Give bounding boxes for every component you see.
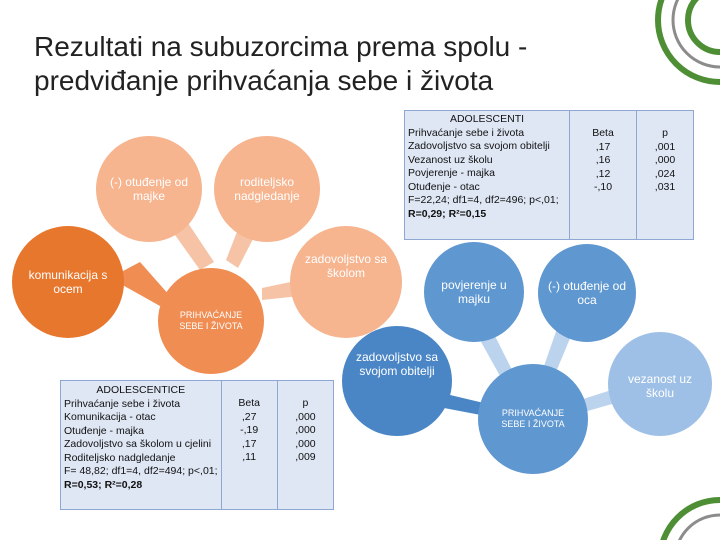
table-female-row-0: Prihvaćanje sebe i života [64, 397, 181, 410]
table-female-p-col: p ,000 ,000 ,000 ,009 [277, 381, 333, 509]
table-male-p-col: p ,001 ,000 ,024 ,031 [637, 111, 694, 239]
node-povjerenje-u-majku: povjerenje u majku [424, 242, 524, 342]
table-female-row-3: Zadovoljstvo sa školom u cjelini [64, 438, 212, 450]
table-male-row-3: Povjerenje - majka [408, 167, 495, 179]
table-female-labels [61, 381, 221, 509]
node-roditeljsko-nadgledanje: roditeljsko nadgledanje [214, 136, 320, 242]
node-female-center: PRIHVAĆANJE SEBE I ŽIVOTA [158, 268, 264, 374]
table-male-row-0: Prihvaćanje sebe i života [408, 126, 525, 139]
table-adolescenti [404, 110, 694, 240]
table-female-beta-col: Beta ,27 -,19 ,17 ,11 [221, 381, 277, 509]
title-line-1: Rezultati na subuzorcima prema spolu - [34, 31, 528, 62]
table-female-stats: F= 48,82; df1=4, df2=494; p<,01; [64, 465, 218, 477]
table-female-header: ADOLESCENTICE [96, 384, 186, 396]
table-male-labels [405, 111, 570, 239]
table-male-p-header: p [662, 127, 668, 139]
table-male-row-1: Zadovoljstvo sa svojom obitelji [408, 140, 550, 152]
node-otudenje-od-oca: (-) otuđenje od oca [538, 244, 636, 342]
table-adolescentice [60, 380, 334, 510]
table-male-beta-header: Beta [592, 127, 614, 139]
node-zadovoljstvo-sa-svojom-obitelji: zadovoljstvo sa svojom obitelji [342, 326, 452, 436]
table-female-r: R=0,53; R²=0,28 [64, 478, 143, 491]
node-vezanost-uz-skolu: vezanost uz školu [608, 332, 712, 436]
table-female-row-2: Otuđenje - majka [64, 424, 144, 437]
node-otudenje-od-majke: (-) otuđenje od majke [96, 136, 202, 242]
table-male-r: R=0,29; R²=0,15 [408, 207, 487, 220]
node-komunikacija-s-ocem: komunikacija s ocem [12, 226, 124, 338]
title-line-2: predviđanje prihvaćanja sebe i života [34, 65, 494, 96]
table-female-row-4: Roditeljsko nadgledanje [64, 451, 176, 464]
table-female-beta-header: Beta [238, 397, 260, 409]
table-male-row-2: Vezanost uz školu [408, 153, 493, 166]
node-zadovoljstvo-sa-skolom: zadovoljstvo sa školom [290, 226, 402, 338]
table-female-p-header: p [302, 397, 309, 409]
table-male-stats: F=22,24; df1=4, df2=496; p<,01; [408, 194, 559, 206]
table-male-header: ADOLESCENTI [449, 113, 525, 125]
table-male-beta-col: Beta ,17 ,16 ,12 -,10 [570, 111, 637, 239]
table-male-row-4: Otuđenje - otac [408, 180, 480, 193]
node-male-center: PRIHVAĆANJE SEBE I ŽIVOTA [478, 364, 588, 474]
table-female-row-1: Komunikacija - otac [64, 411, 156, 423]
